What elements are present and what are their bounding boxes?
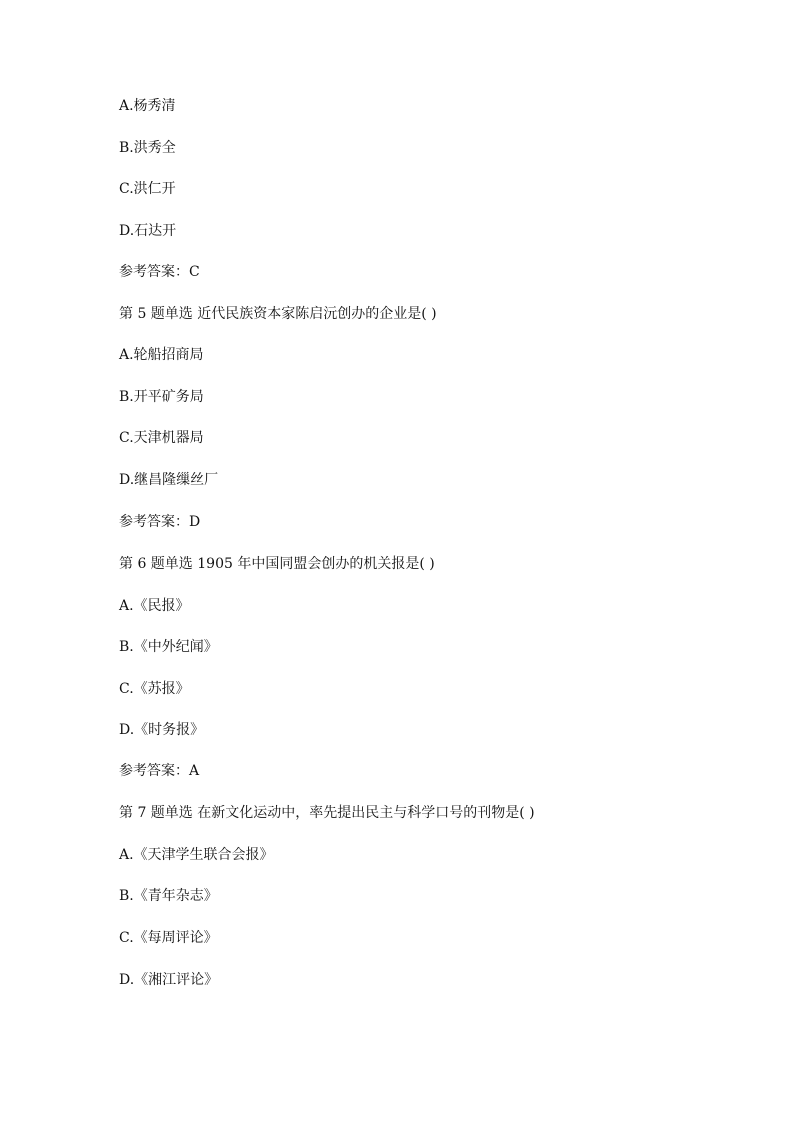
option-c: C.天津机器局	[119, 430, 204, 446]
option-b: B.《中外纪闻》	[119, 639, 218, 655]
option-a: A.《天津学生联合会报》	[119, 847, 274, 863]
option-a: A.《民报》	[119, 598, 190, 614]
option-b: B.洪秀全	[119, 140, 176, 156]
option-a: A.杨秀清	[119, 98, 176, 114]
option-b: B.开平矿务局	[119, 389, 204, 405]
option-c: C.《苏报》	[119, 681, 190, 697]
reference-answer: 参考答案：D	[119, 514, 201, 530]
reference-answer: 参考答案：C	[119, 264, 200, 280]
option-d: D.《湘江评论》	[119, 972, 219, 988]
option-d: D.石达开	[119, 223, 177, 239]
option-c: C.《每周评论》	[119, 930, 218, 946]
option-d: D.继昌隆缫丝厂	[119, 472, 219, 488]
reference-answer: 参考答案：A	[119, 763, 200, 779]
option-d: D.《时务报》	[119, 722, 205, 738]
question-5: 第 5 题单选 近代民族资本家陈启沅创办的企业是( )	[119, 306, 437, 322]
option-b: B.《青年杂志》	[119, 888, 218, 904]
question-6: 第 6 题单选 1905 年中国同盟会创办的机关报是( )	[119, 556, 435, 572]
option-c: C.洪仁开	[119, 181, 176, 197]
option-a: A.轮船招商局	[119, 347, 204, 363]
question-7: 第 7 题单选 在新文化运动中，率先提出民主与科学口号的刊物是( )	[119, 805, 535, 821]
